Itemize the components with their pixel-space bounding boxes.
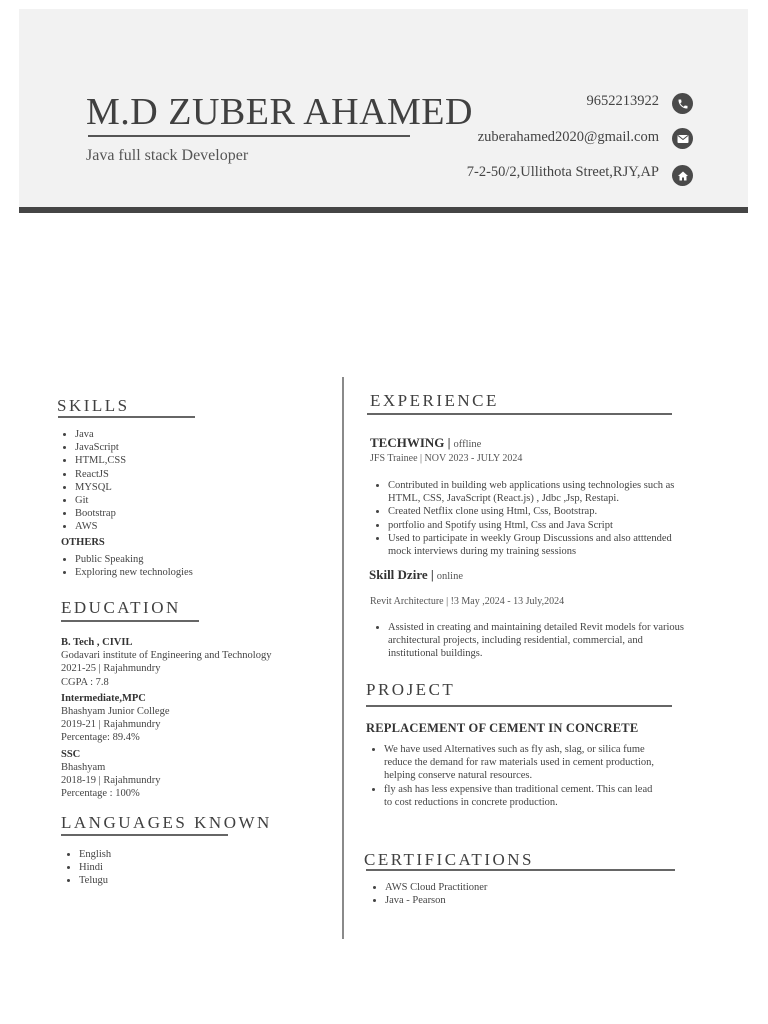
skills-list bbox=[61, 428, 126, 534]
list-item: • Telugu bbox=[79, 874, 111, 887]
list-item: • Hindi bbox=[79, 861, 111, 874]
certifications-list bbox=[371, 881, 487, 907]
experience-bullets bbox=[374, 479, 686, 558]
company-name bbox=[369, 567, 463, 583]
email-icon bbox=[672, 128, 693, 149]
languages-underline bbox=[61, 834, 228, 836]
degree-name: Intermediate,MPC bbox=[61, 692, 146, 704]
experience-underline bbox=[367, 413, 672, 415]
list-item: • JavaScript bbox=[75, 441, 126, 454]
phone-number[interactable]: 9652213922 bbox=[586, 93, 659, 109]
list-item: • Public Speaking bbox=[75, 553, 193, 566]
degree-name: SSC bbox=[61, 748, 81, 760]
others-heading: OTHERS bbox=[61, 537, 105, 548]
education-entry bbox=[61, 636, 331, 689]
list-item: • Assisted in creating and maintaining detailed Revit models for various architectural projects, including residential, commercial, and institutional buildings. bbox=[388, 621, 686, 661]
languages-heading: LANGUAGES KNOWN bbox=[61, 813, 272, 832]
list-item: • Bootstrap bbox=[75, 507, 126, 520]
project-bullets bbox=[370, 743, 656, 809]
list-item: • MYSQL bbox=[75, 481, 126, 494]
education-entry bbox=[61, 748, 331, 801]
list-item: • fly ash has less expensive than traditional cement. This can lead to cost reductions in concrete production. bbox=[384, 783, 656, 809]
education-score: Percentage: 89.4% bbox=[61, 732, 140, 744]
list-item: • We have used Alternatives such as fly ash, slag, or silica fume reduce the demand for raw materials used in cement production, helping conserve natural resources. bbox=[384, 743, 656, 783]
job-role: Revit Architecture | !3 May ,2024 - 13 July,2024 bbox=[370, 596, 565, 607]
company-name bbox=[370, 435, 481, 451]
work-mode: online bbox=[436, 571, 463, 582]
education-years: 2021-25 | Rajahmundry bbox=[61, 663, 161, 675]
education-list bbox=[61, 636, 331, 800]
education-score: CGPA : 7.8 bbox=[61, 676, 109, 688]
candidate-name: M.D ZUBER AHAMED bbox=[86, 91, 473, 133]
degree-name: B. Tech , CIVIL bbox=[61, 637, 133, 648]
languages-list bbox=[65, 848, 111, 888]
project-underline bbox=[366, 705, 672, 707]
institution-name: Bhashyam Junior College bbox=[61, 706, 170, 718]
job-role: JFS Trainee | NOV 2023 - JULY 2024 bbox=[370, 453, 523, 464]
project-title: REPLACEMENT OF CEMENT IN CONCRETE bbox=[366, 721, 639, 735]
skills-heading: SKILLS bbox=[57, 396, 130, 415]
list-item: • AWS Cloud Practitioner bbox=[385, 881, 487, 894]
header-divider bbox=[19, 207, 748, 213]
company-label: Skill Dzire | bbox=[369, 567, 434, 582]
list-item: • ReactJS bbox=[75, 468, 126, 481]
project-heading: PROJECT bbox=[366, 680, 456, 699]
education-years: 2019-21 | Rajahmundry bbox=[61, 719, 161, 731]
work-mode: offline bbox=[453, 439, 482, 450]
institution-name: Bhashyam bbox=[61, 761, 106, 773]
list-item: • HTML,CSS bbox=[75, 454, 126, 467]
list-item: • portfolio and Spotify using Html, Css and Java Script bbox=[388, 519, 686, 532]
others-list bbox=[61, 553, 193, 579]
education-entry bbox=[61, 692, 331, 745]
list-item: • Git bbox=[75, 494, 126, 507]
list-item: • AWS bbox=[75, 520, 126, 533]
list-item: • Java - Pearson bbox=[385, 894, 487, 907]
education-underline bbox=[61, 620, 199, 622]
experience-heading: EXPERIENCE bbox=[370, 391, 499, 410]
education-years: 2018-19 | Rajahmundry bbox=[61, 775, 161, 787]
skills-underline bbox=[58, 416, 195, 418]
name-underline bbox=[88, 135, 410, 137]
list-item: • Exploring new technologies bbox=[75, 566, 193, 579]
education-heading: EDUCATION bbox=[61, 598, 181, 617]
list-item: • Java bbox=[75, 428, 126, 441]
list-item: • Created Netflix clone using Html, Css, Bootstrap. bbox=[388, 505, 686, 518]
institution-name: Godavari institute of Engineering and Technology bbox=[61, 650, 272, 662]
company-label: TECHWING | bbox=[370, 435, 451, 450]
list-item: • English bbox=[79, 848, 111, 861]
home-icon bbox=[672, 165, 693, 186]
list-item: • Contributed in building web applications using technologies such as HTML, CSS, JavaScript (React.js) , Jdbc ,Jsp, Restapi. bbox=[388, 479, 686, 505]
list-item: • Used to participate in weekly Group Discussions and also atttended mock interviews during my training sessions bbox=[388, 532, 686, 558]
column-divider bbox=[342, 377, 344, 939]
job-title: Java full stack Developer bbox=[86, 147, 249, 164]
certifications-underline bbox=[366, 869, 675, 871]
experience-bullets bbox=[374, 621, 686, 661]
phone-icon bbox=[672, 93, 693, 114]
home-address: 7-2-50/2,Ullithota Street,RJY,AP bbox=[466, 164, 659, 180]
email-address[interactable]: zuberahamed2020@gmail.com bbox=[477, 129, 659, 145]
certifications-heading: CERTIFICATIONS bbox=[364, 850, 534, 869]
education-score: Percentage : 100% bbox=[61, 788, 140, 800]
